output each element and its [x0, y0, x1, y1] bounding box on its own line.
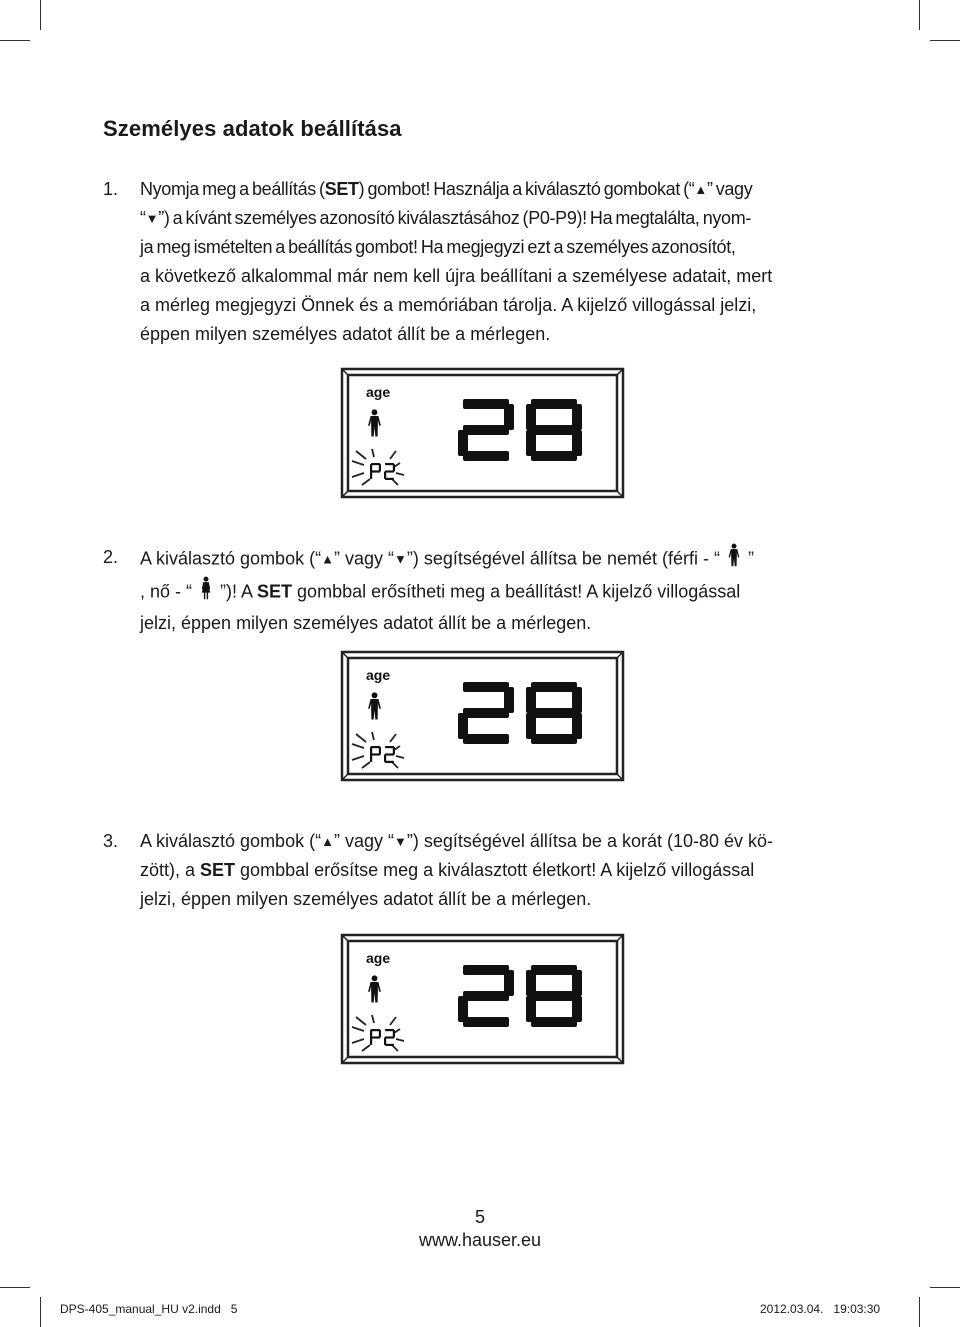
profile-segment — [385, 1029, 394, 1031]
crop-mark — [40, 0, 41, 30]
step-1 — [103, 175, 863, 349]
up-arrow-icon: ▲ — [694, 182, 707, 197]
profile-segment — [384, 472, 386, 479]
slug-file: DPS-405_manual_HU v2.indd 5 — [60, 1302, 238, 1316]
text-line: A kiválasztó gombok (“▲” vagy “▼”) segítségével állítsa be a korát (10-80 év kö- — [140, 831, 774, 851]
step-text — [140, 175, 863, 349]
step-number: 2. — [103, 547, 119, 567]
text-line: jelzi, éppen milyen személyes adatot állít be a mérlegen. — [140, 613, 592, 633]
step-number: 1. — [103, 179, 119, 199]
value-segment — [531, 682, 577, 692]
set-button-label: SET — [257, 581, 293, 602]
value-segment — [531, 965, 577, 975]
footer-url: www.hauser.eu — [418, 1230, 542, 1250]
scale-display — [340, 933, 625, 1065]
crop-mark — [919, 1297, 920, 1327]
crop-mark — [930, 1287, 960, 1288]
profile-segment — [371, 1036, 380, 1038]
step-3 — [103, 827, 863, 914]
crop-mark — [40, 1297, 41, 1327]
value-segment — [463, 734, 509, 744]
lcd-panel — [340, 650, 625, 782]
down-arrow-icon: ▼ — [393, 551, 407, 567]
profile-segment — [393, 1030, 395, 1037]
up-arrow-icon: ▲ — [321, 551, 334, 567]
step-text — [140, 543, 863, 638]
profile-segment — [370, 464, 372, 471]
text-line: Nyomja meg a beállítás (SET) gombot! Használja a kiválasztó gombokat (“▲” vagy — [140, 179, 753, 199]
figure-inline — [192, 576, 220, 609]
age-label: age — [366, 384, 391, 400]
value-segment — [463, 451, 509, 461]
crop-mark — [0, 1287, 30, 1288]
value-segment — [531, 399, 577, 409]
value-segment — [531, 1017, 577, 1027]
text-line: ja meg ismételten a beállítás gombot! Ha megjegyzi ezt a személyes azonosítót, — [140, 237, 736, 257]
page-title: Személyes adatok beállítása — [103, 116, 402, 141]
text-line: , nő - “ ”)! A SET gombbal erősítheti meg a beállítást! A kijelző villogással — [140, 576, 863, 609]
slug-date: 2012.03.04. 19:03:30 — [760, 1302, 881, 1316]
text-line: “▼”) a kívánt személyes azonosító kiválasztásához (P0-P9)! Ha megtalálta, nyom- — [140, 208, 751, 228]
crop-mark — [919, 0, 920, 30]
value-segment — [531, 991, 577, 1001]
profile-segment — [371, 470, 380, 472]
crop-mark — [930, 40, 960, 41]
up-arrow-icon: ▲ — [321, 834, 334, 849]
profile-segment — [371, 1029, 380, 1031]
value-segment — [531, 425, 577, 435]
set-button-label: SET — [324, 179, 359, 199]
text-line: A kiválasztó gombok (“▲” vagy “▼”) segítségével állítsa be nemét (férfi - “ ” — [140, 543, 863, 576]
scale-display — [340, 650, 625, 782]
text-line: jelzi, éppen milyen személyes adatot állít be a mérlegen. — [140, 889, 592, 909]
profile-segment — [370, 1038, 372, 1045]
profile-segment — [371, 463, 380, 465]
text-line: zött), a SET gombbal erősítse meg a kiválasztott életkort! A kijelző villogással — [140, 860, 755, 880]
figure-inline — [720, 543, 748, 576]
age-label: age — [366, 950, 391, 966]
step-2 — [103, 543, 863, 638]
value-segment — [531, 451, 577, 461]
profile-segment — [371, 753, 380, 755]
value-segment — [463, 425, 509, 435]
text-line: a mérleg megjegyzi Önnek és a memóriában tárolja. A kijelző villogással jelzi, — [140, 295, 757, 315]
set-button-label: SET — [200, 860, 236, 880]
profile-segment — [370, 755, 372, 762]
profile-segment — [384, 755, 386, 762]
profile-segment — [393, 464, 395, 471]
value-segment — [463, 708, 509, 718]
lcd-panel — [340, 367, 625, 499]
page-number: 5 — [474, 1207, 485, 1227]
step-text — [140, 827, 863, 914]
value-segment — [463, 682, 509, 692]
value-segment — [531, 734, 577, 744]
profile-segment — [385, 746, 394, 748]
text-line: éppen milyen személyes adatot állít be a mérlegen. — [140, 324, 551, 344]
lcd-panel — [340, 933, 625, 1065]
age-label: age — [366, 667, 391, 683]
profile-segment — [379, 464, 381, 471]
value-segment — [463, 965, 509, 975]
value-segment — [463, 1017, 509, 1027]
crop-mark — [0, 40, 30, 41]
step-number: 3. — [103, 831, 119, 851]
profile-segment — [385, 761, 394, 763]
down-arrow-icon: ▼ — [393, 834, 407, 849]
down-arrow-icon: ▼ — [145, 211, 159, 226]
profile-segment — [370, 747, 372, 754]
value-segment — [531, 708, 577, 718]
profile-segment — [371, 746, 380, 748]
profile-segment — [385, 463, 394, 465]
scale-display — [340, 367, 625, 499]
profile-segment — [370, 472, 372, 479]
female-figure-icon — [199, 576, 213, 600]
profile-segment — [379, 747, 381, 754]
profile-segment — [393, 747, 395, 754]
profile-segment — [385, 470, 394, 472]
profile-segment — [385, 1044, 394, 1046]
value-segment — [463, 399, 509, 409]
profile-segment — [370, 1030, 372, 1037]
profile-segment — [379, 1030, 381, 1037]
profile-segment — [385, 1036, 394, 1038]
male-figure-icon — [727, 543, 741, 567]
profile-segment — [385, 478, 394, 480]
profile-segment — [385, 753, 394, 755]
value-segment — [463, 991, 509, 1001]
text-line: a következő alkalommal már nem kell újra beállítani a személyese adatait, mert — [140, 266, 773, 286]
profile-segment — [384, 1038, 386, 1045]
